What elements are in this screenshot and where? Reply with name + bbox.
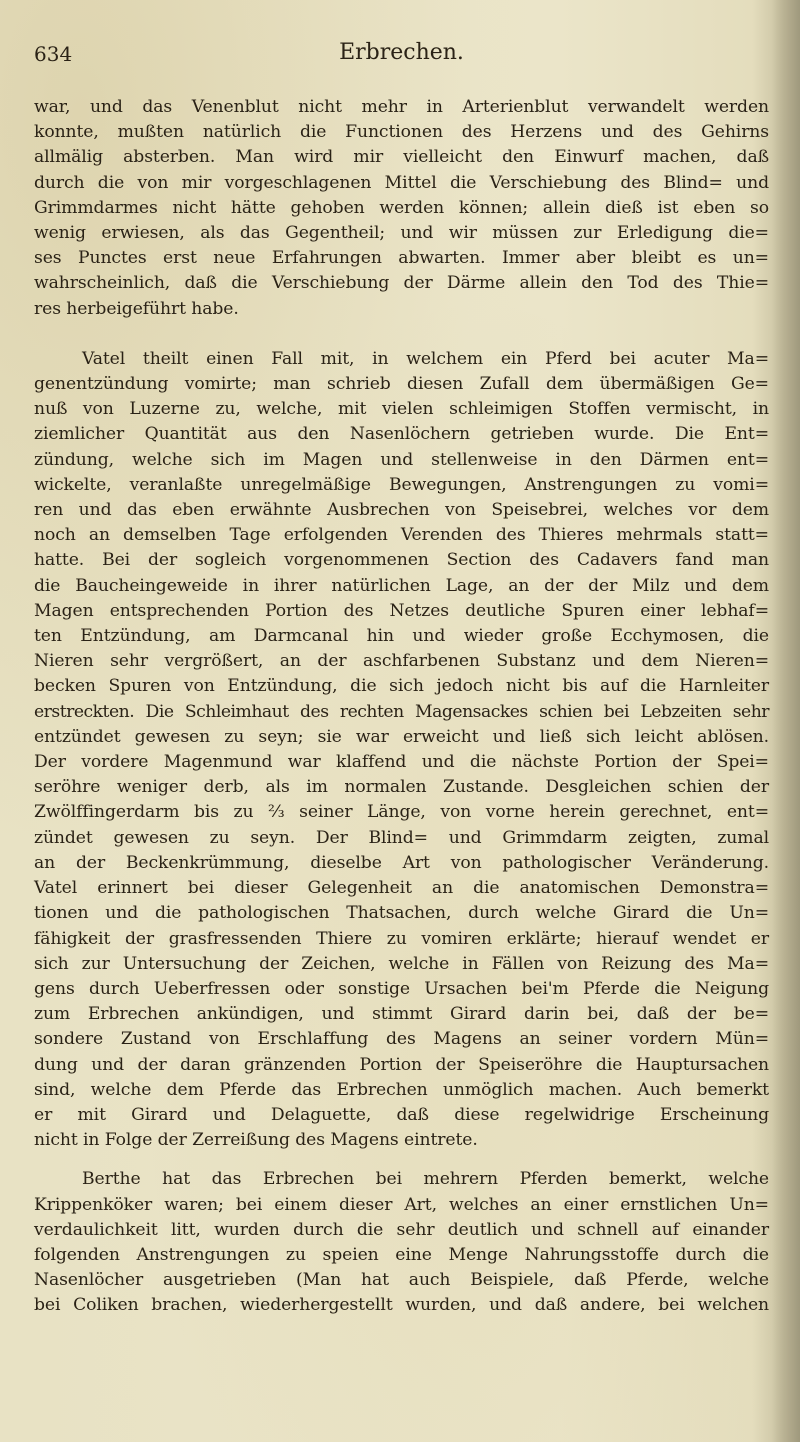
text-line: Zwölffingerdarm bis zu ⅔ seiner Länge, von vorne herein gerechnet, ent= bbox=[34, 802, 769, 823]
text-line: Grimmdarmes nicht hätte gehoben werden können; allein dieß ist eben so bbox=[34, 197, 769, 218]
text-line: bei Coliken brachen, wiederhergestellt wurden, und daß andere, bei welchen bbox=[34, 1295, 769, 1316]
text-line: verdaulichkeit litt, wurden durch die sehr deutlich und schnell auf einander bbox=[34, 1219, 769, 1240]
text-line: Nasenlöcher ausgetrieben (Man hat auch Beispiele, daß Pferde, welche bbox=[34, 1270, 769, 1291]
text-line: Vatel theilt einen Fall mit, in welchem ein Pferd bei acuter Ma= bbox=[82, 348, 769, 369]
text-line: entzündet gewesen zu seyn; sie war erweicht und ließ sich leicht ablösen. bbox=[34, 726, 769, 747]
text-line: zündung, welche sich im Magen und stellenweise in den Därmen ent= bbox=[34, 449, 769, 470]
text-line: fähigkeit der grasfressenden Thiere zu vomiren erklärte; hierauf wendet er bbox=[34, 928, 769, 949]
text-line: hatte. Bei der sogleich vorgenommenen Section des Cadavers fand man bbox=[34, 550, 769, 571]
text-line: zündet gewesen zu seyn. Der Blind= und Grimmdarm zeigten, zumal bbox=[34, 827, 769, 848]
paragraph-spacer bbox=[34, 1153, 769, 1167]
paragraph-spacer bbox=[34, 322, 769, 347]
text-line: folgenden Anstrengungen zu speien eine Menge Nahrungsstoffe durch die bbox=[34, 1244, 769, 1265]
text-line: die Baucheingeweide in ihrer natürlichen Lage, an der der Milz und dem bbox=[34, 575, 769, 596]
text-line: genentzündung vomirte; man schrieb diesen Zufall dem übermäßigen Ge= bbox=[34, 374, 769, 395]
text-line: ten Entzündung, am Darmcanal hin und wieder große Ecchymosen, die bbox=[34, 626, 769, 647]
text-line: nuß von Luzerne zu, welche, mit vielen schleimigen Stoffen vermischt, in bbox=[34, 399, 769, 420]
text-line: wahrscheinlich, daß die Verschiebung der Därme allein den Tod des Thie= bbox=[34, 273, 769, 294]
text-line: konnte, mußten natürlich die Functionen des Herzens und des Gehirns bbox=[34, 122, 769, 143]
text-line: zum Erbrechen ankündigen, und stimmt Girard darin bei, daß der be= bbox=[34, 1004, 769, 1025]
text-line: sich zur Untersuchung der Zeichen, welche in Fällen von Reizung des Ma= bbox=[34, 953, 769, 974]
body-text bbox=[34, 95, 769, 1319]
text-line: tionen und die pathologischen Thatsachen, durch welche Girard die Un= bbox=[34, 903, 769, 924]
text-line: Magen entsprechenden Portion des Netzes deutliche Spuren einer lebhaf= bbox=[34, 600, 769, 621]
text-line: wenig erwiesen, als das Gegentheil; und wir müssen zur Erledigung die= bbox=[34, 223, 769, 244]
text-line: seröhre weniger derb, als im normalen Zustande. Desgleichen schien der bbox=[34, 777, 769, 798]
text-line: wickelte, veranlaßte unregelmäßige Bewegungen, Anstrengungen zu vomi= bbox=[34, 474, 769, 495]
text-line: dung und der daran gränzenden Portion der Speiseröhre die Hauptursachen bbox=[34, 1054, 769, 1075]
page-number: 634 bbox=[34, 42, 73, 66]
text-line: res herbeigeführt habe. bbox=[34, 298, 239, 319]
text-line: ses Punctes erst neue Erfahrungen abwarten. Immer aber bleibt es un= bbox=[34, 248, 769, 269]
text-line: Berthe hat das Erbrechen bei mehrern Pferden bemerkt, welche bbox=[82, 1169, 769, 1190]
text-line: durch die von mir vorgeschlagenen Mittel die Verschiebung des Blind= und bbox=[34, 172, 769, 193]
running-title: Erbrechen. bbox=[339, 40, 464, 65]
page-header bbox=[34, 36, 769, 76]
text-line: er mit Girard und Delaguette, daß diese regelwidrige Erscheinung bbox=[34, 1104, 769, 1125]
text-line: Vatel erinnert bei dieser Gelegenheit an die anatomischen Demonstra= bbox=[34, 878, 769, 899]
text-line: allmälig absterben. Man wird mir vielleicht den Einwurf machen, daß bbox=[34, 147, 769, 168]
text-line: sondere Zustand von Erschlaffung des Magens an seiner vordern Mün= bbox=[34, 1029, 769, 1050]
text-line: Krippenköker waren; bei einem dieser Art, welches an einer ernstlichen Un= bbox=[34, 1194, 769, 1215]
paragraph-3 bbox=[34, 1167, 769, 1318]
text-line: gens durch Ueberfressen oder sonstige Ursachen bei'm Pferde die Neigung bbox=[34, 978, 769, 999]
text-line: Der vordere Magenmund war klaffend und die nächste Portion der Spei= bbox=[34, 752, 769, 773]
paragraph-1 bbox=[34, 95, 769, 322]
text-line: nicht in Folge der Zerreißung des Magens eintrete. bbox=[34, 1130, 478, 1151]
text-line: becken Spuren von Entzündung, die sich jedoch nicht bis auf die Harnleiter bbox=[34, 676, 769, 697]
page-gutter-shadow bbox=[772, 0, 800, 1442]
text-line: noch an demselben Tage erfolgenden Verenden des Thieres mehrmals statt= bbox=[34, 525, 769, 546]
text-line: sind, welche dem Pferde das Erbrechen unmöglich machen. Auch bemerkt bbox=[34, 1079, 769, 1100]
text-line: Nieren sehr vergrößert, an der aschfarbenen Substanz und dem Nieren= bbox=[34, 651, 769, 672]
paragraph-2 bbox=[34, 347, 769, 1154]
text-line: an der Beckenkrümmung, dieselbe Art von pathologischer Veränderung. bbox=[34, 852, 769, 873]
text-line: war, und das Venenblut nicht mehr in Arterienblut verwandelt werden bbox=[34, 97, 769, 117]
text-line: ren und das eben erwähnte Ausbrechen von Speisebrei, welches vor dem bbox=[34, 500, 769, 521]
text-line: erstreckten. Die Schleimhaut des rechten Magensackes schien bei Lebzeiten sehr bbox=[34, 701, 769, 722]
text-line: ziemlicher Quantität aus den Nasenlöchern getrieben wurde. Die Ent= bbox=[34, 424, 769, 445]
